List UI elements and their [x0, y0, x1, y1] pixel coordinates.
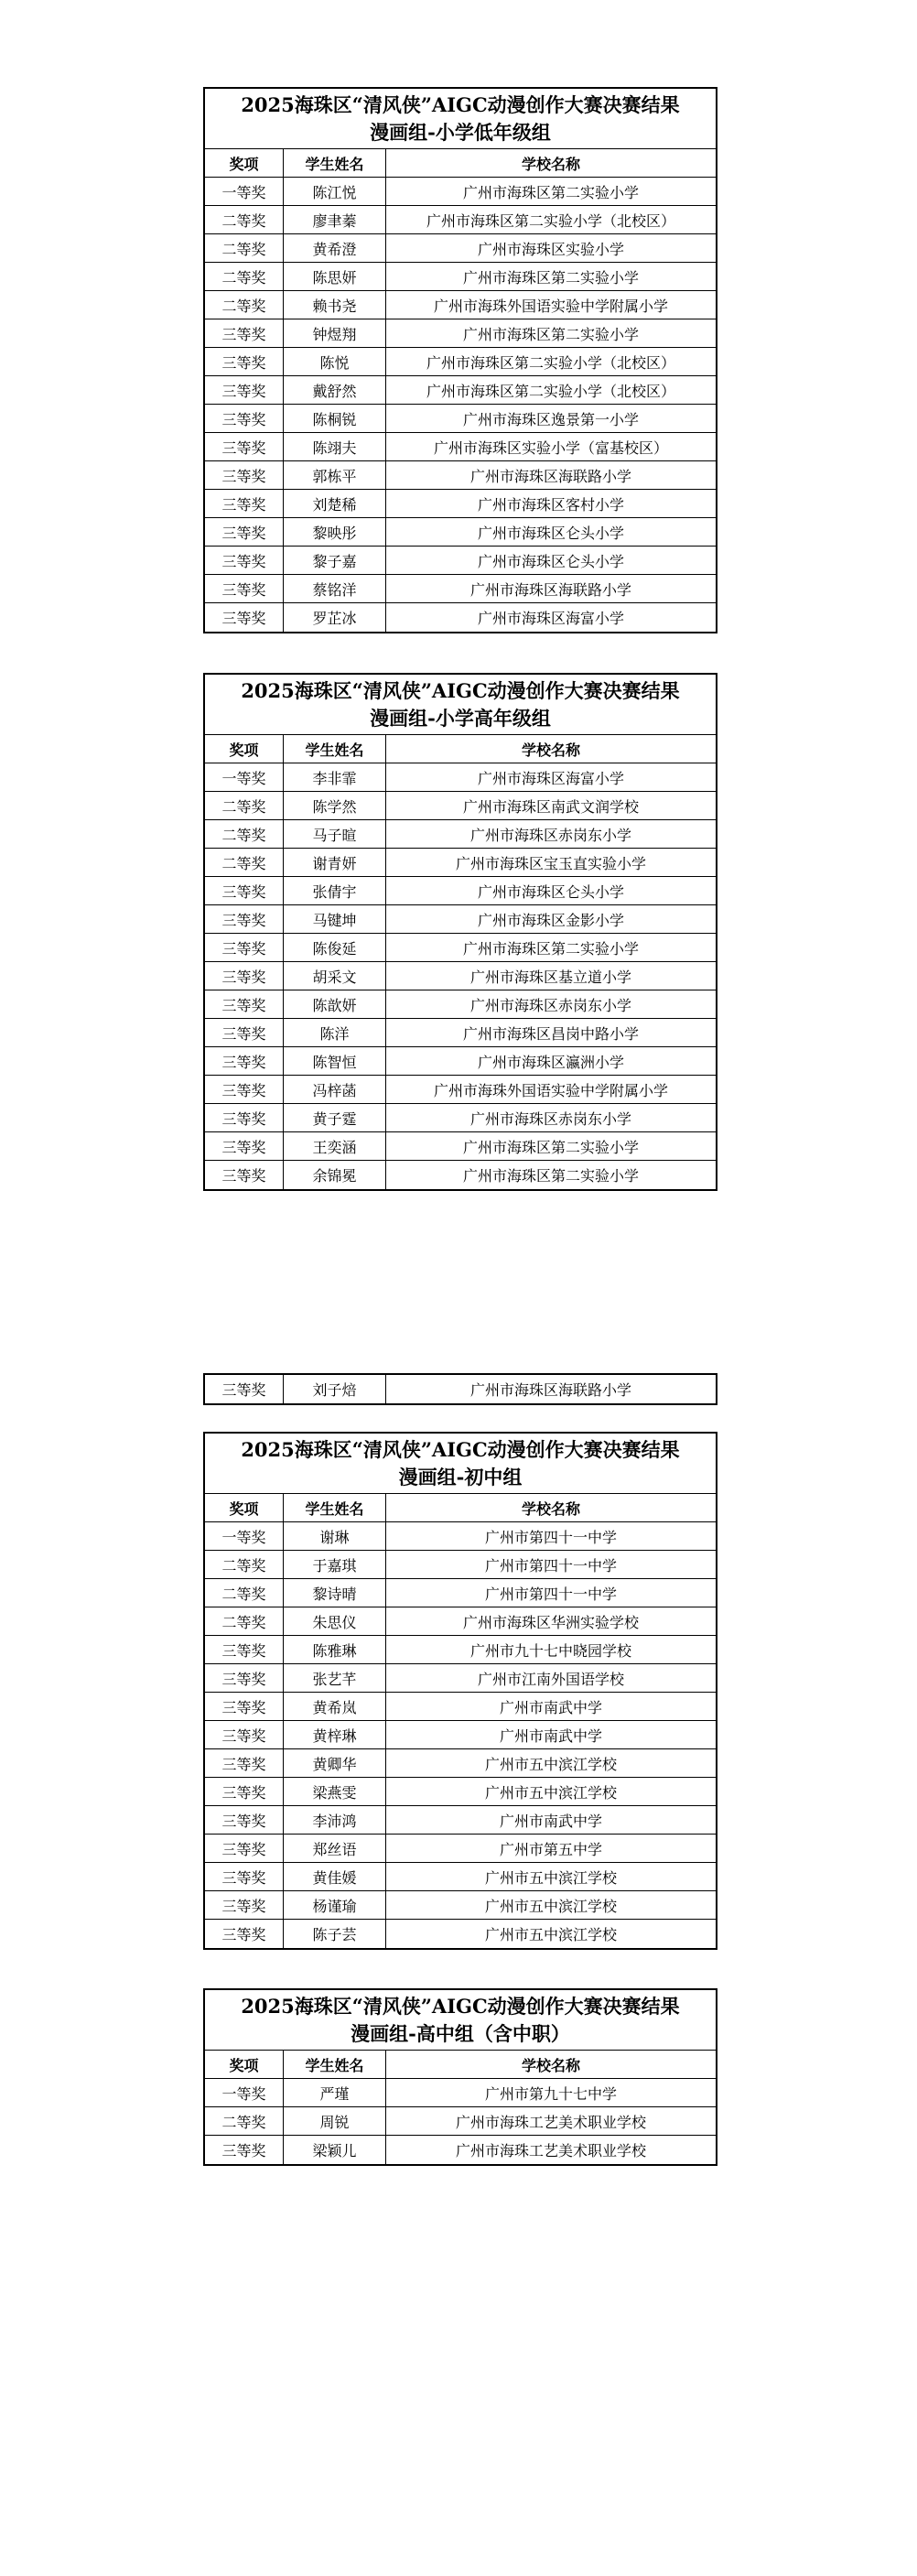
award-cell: 三等奖 [205, 405, 284, 432]
student-name-cell: 廖聿蓁 [284, 206, 386, 233]
award-cell: 三等奖 [205, 603, 284, 632]
student-name-cell: 黄子霆 [284, 1104, 386, 1131]
results-table-junior-high [203, 1432, 717, 1950]
school-name-cell: 广州市海珠区海富小学 [477, 769, 624, 787]
student-name-cell: 朱思仪 [284, 1607, 386, 1635]
results-table-primary-high-continued [203, 1373, 717, 1405]
table-row [205, 1920, 716, 1948]
school-name-cell: 广州市海珠区南武文润学校 [462, 797, 639, 816]
school-name-cell: 广州市海珠区实验小学（富基校区） [433, 438, 668, 457]
award-cell: 三等奖 [205, 1920, 284, 1948]
award-cell: 三等奖 [205, 905, 284, 933]
table-row [205, 1019, 716, 1047]
table-row [205, 575, 716, 603]
school-name-cell: 广州市第五中学 [499, 1840, 602, 1858]
award-cell: 一等奖 [205, 763, 284, 791]
school-name-cell: 广州市海珠区金影小学 [477, 911, 624, 929]
table-title-line-2: 漫画组-初中组 [398, 1466, 523, 1488]
award-cell: 三等奖 [205, 1664, 284, 1692]
table-row [205, 433, 716, 461]
school-name-cell: 广州市海珠区赤岗东小学 [469, 826, 631, 844]
school-name-cell: 广州市五中滨江学校 [484, 1783, 617, 1802]
table-title-line-1: 2025海珠区“清风侠”AIGC动漫创作大赛决赛结果 [241, 679, 680, 702]
award-cell: 三等奖 [205, 461, 284, 489]
table-row [205, 1132, 716, 1161]
table-title-line-2: 漫画组-高中组（含中职） [351, 2022, 570, 2045]
award-cell: 二等奖 [205, 1607, 284, 1635]
school-name-cell: 广州市五中滨江学校 [484, 1926, 617, 1943]
school-name-cell: 广州市海珠区第二实验小学 [462, 939, 639, 958]
award-cell: 三等奖 [205, 1721, 284, 1748]
table-row [205, 1835, 716, 1863]
award-cell: 三等奖 [205, 433, 284, 460]
award-cell: 三等奖 [205, 1636, 284, 1663]
student-name-cell: 黄希岚 [284, 1693, 386, 1720]
school-name-cell: 广州市南武中学 [499, 1812, 602, 1830]
student-name-cell: 马键坤 [284, 905, 386, 933]
results-table-senior-high [203, 1988, 717, 2166]
school-name-cell: 广州市九十七中晓园学校 [469, 1641, 631, 1660]
school-header: 学校名称 [521, 741, 580, 759]
student-name-cell: 陈江悦 [284, 178, 386, 205]
student-name-cell: 谢青妍 [284, 849, 386, 876]
student-name-cell: 张倩宇 [284, 877, 386, 904]
table-row [205, 1161, 716, 1189]
student-name-cell: 杨谨瑜 [284, 1891, 386, 1919]
table-row [205, 1664, 716, 1693]
name-header: 学生姓名 [284, 735, 386, 763]
school-name-cell: 广州市海珠工艺美术职业学校 [455, 2142, 646, 2159]
school-name-cell: 广州市海珠区仑头小学 [477, 524, 624, 542]
student-name-cell: 冯梓菡 [284, 1076, 386, 1103]
table-title-line-1: 2025海珠区“清风侠”AIGC动漫创作大赛决赛结果 [241, 1438, 680, 1461]
student-name-cell: 陈学然 [284, 792, 386, 819]
award-cell: 二等奖 [205, 206, 284, 233]
table-row [205, 1636, 716, 1664]
student-name-cell: 刘子焙 [284, 1375, 386, 1403]
table-row [205, 934, 716, 962]
school-name-cell: 广州市第四十一中学 [484, 1528, 617, 1546]
school-name-cell: 广州市海珠区第二实验小学 [462, 325, 639, 343]
table-row [205, 2079, 716, 2107]
results-table-primary-low [203, 87, 717, 633]
school-name-cell: 广州市海珠区海联路小学 [469, 1381, 631, 1399]
award-cell: 二等奖 [205, 792, 284, 819]
school-name-cell: 广州市海珠区实验小学 [477, 240, 624, 258]
student-name-cell: 谢琳 [284, 1522, 386, 1550]
table-row [205, 1047, 716, 1076]
table-row [205, 1721, 716, 1749]
award-cell: 三等奖 [205, 1019, 284, 1046]
award-cell: 三等奖 [205, 348, 284, 375]
student-name-cell: 黎映彤 [284, 518, 386, 546]
student-name-cell: 郭栋平 [284, 461, 386, 489]
table-row [205, 234, 716, 263]
award-cell: 三等奖 [205, 1863, 284, 1890]
table-header-row [205, 149, 716, 178]
student-name-cell: 钟煜翔 [284, 319, 386, 347]
student-name-cell: 陈翊夫 [284, 433, 386, 460]
student-name-cell: 刘楚稀 [284, 490, 386, 517]
table-row [205, 206, 716, 234]
student-name-cell: 胡采文 [284, 962, 386, 990]
table-row [205, 1693, 716, 1721]
table-row [205, 348, 716, 376]
table-row [205, 1375, 716, 1403]
table-row [205, 1891, 716, 1920]
school-name-cell: 广州市海珠区瀛洲小学 [477, 1053, 624, 1071]
student-name-cell: 黄卿华 [284, 1749, 386, 1777]
table-row [205, 376, 716, 405]
school-name-cell: 广州市海珠区海联路小学 [469, 467, 631, 485]
table-title-line-1: 2025海珠区“清风侠”AIGC动漫创作大赛决赛结果 [241, 93, 680, 116]
school-name-cell: 广州市海珠区第二实验小学（北校区） [426, 211, 675, 230]
school-name-cell: 广州市海珠区赤岗东小学 [469, 996, 631, 1014]
award-cell: 三等奖 [205, 1778, 284, 1805]
school-name-cell: 广州市五中滨江学校 [484, 1897, 617, 1915]
school-name-cell: 广州市第四十一中学 [484, 1585, 617, 1603]
school-name-cell: 广州市南武中学 [499, 1726, 602, 1745]
student-name-cell: 戴舒然 [284, 376, 386, 404]
student-name-cell: 郑丝语 [284, 1835, 386, 1862]
school-name-cell: 广州市海珠区第二实验小学（北校区） [426, 382, 675, 400]
table-title [205, 1434, 716, 1494]
school-header: 学校名称 [521, 2056, 580, 2074]
table-title-line-1: 2025海珠区“清风侠”AIGC动漫创作大赛决赛结果 [241, 1995, 680, 2018]
school-name-cell: 广州市第四十一中学 [484, 1556, 617, 1575]
table-row [205, 792, 716, 820]
table-row [205, 990, 716, 1019]
school-name-cell: 广州市第九十七中学 [484, 2084, 617, 2103]
award-cell: 三等奖 [205, 490, 284, 517]
school-name-cell: 广州市海珠区第二实验小学（北校区） [426, 353, 675, 372]
award-cell: 二等奖 [205, 2107, 284, 2135]
table-header-row [205, 2051, 716, 2079]
school-name-cell: 广州市海珠区海富小学 [477, 610, 624, 627]
table-row [205, 1863, 716, 1891]
table-row [205, 849, 716, 877]
student-name-cell: 黎子嘉 [284, 547, 386, 574]
table-row [205, 1806, 716, 1835]
table-title-line-2: 漫画组-小学低年级组 [370, 121, 551, 144]
award-cell: 二等奖 [205, 263, 284, 290]
table-row [205, 547, 716, 575]
student-name-cell: 王奕涵 [284, 1132, 386, 1160]
student-name-cell: 陈思妍 [284, 263, 386, 290]
school-name-cell: 广州市海珠区仑头小学 [477, 552, 624, 570]
student-name-cell: 陈俊延 [284, 934, 386, 961]
student-name-cell: 陈桐锐 [284, 405, 386, 432]
student-name-cell: 余锦冕 [284, 1161, 386, 1189]
award-cell: 三等奖 [205, 1891, 284, 1919]
award-header: 奖项 [205, 2051, 284, 2078]
student-name-cell: 陈子芸 [284, 1920, 386, 1948]
award-cell: 二等奖 [205, 291, 284, 319]
school-header: 学校名称 [521, 155, 580, 173]
student-name-cell: 张艺芊 [284, 1664, 386, 1692]
award-cell: 三等奖 [205, 877, 284, 904]
school-name-cell: 广州市海珠区宝玉直实验小学 [455, 854, 646, 872]
table-row [205, 1749, 716, 1778]
table-row [205, 2136, 716, 2164]
table-row [205, 905, 716, 934]
table-row [205, 763, 716, 792]
award-cell: 三等奖 [205, 934, 284, 961]
table-row [205, 1104, 716, 1132]
award-cell: 二等奖 [205, 849, 284, 876]
school-name-cell: 广州市海珠区仑头小学 [477, 882, 624, 901]
award-cell: 三等奖 [205, 962, 284, 990]
student-name-cell: 李非霏 [284, 763, 386, 791]
award-cell: 三等奖 [205, 1132, 284, 1160]
award-cell: 二等奖 [205, 820, 284, 848]
table-row [205, 1522, 716, 1551]
table-row [205, 2107, 716, 2136]
student-name-cell: 黄梓琳 [284, 1721, 386, 1748]
table-title [205, 675, 716, 735]
school-name-cell: 广州市海珠区赤岗东小学 [469, 1109, 631, 1128]
table-title-line-2: 漫画组-小学高年级组 [370, 707, 551, 730]
award-cell: 三等奖 [205, 1375, 284, 1403]
award-cell: 三等奖 [205, 2136, 284, 2164]
school-name-cell: 广州市海珠外国语实验中学附属小学 [433, 1081, 668, 1099]
student-name-cell: 严瑾 [284, 2079, 386, 2106]
award-header: 奖项 [205, 149, 284, 177]
student-name-cell: 陈洋 [284, 1019, 386, 1046]
school-name-cell: 广州市海珠区逸景第一小学 [462, 410, 639, 428]
student-name-cell: 陈悦 [284, 348, 386, 375]
award-header: 奖项 [205, 1494, 284, 1521]
school-name-cell: 广州市五中滨江学校 [484, 1755, 617, 1773]
student-name-cell: 陈歆妍 [284, 990, 386, 1018]
table-title [205, 89, 716, 149]
award-cell: 三等奖 [205, 1693, 284, 1720]
student-name-cell: 梁燕雯 [284, 1778, 386, 1805]
award-cell: 三等奖 [205, 319, 284, 347]
school-name-cell: 广州市海珠外国语实验中学附属小学 [433, 297, 668, 315]
table-title [205, 1990, 716, 2051]
school-name-cell: 广州市五中滨江学校 [484, 1868, 617, 1887]
table-row [205, 490, 716, 518]
student-name-cell: 陈雅琳 [284, 1636, 386, 1663]
table-row [205, 518, 716, 547]
student-name-cell: 黎诗晴 [284, 1579, 386, 1607]
table-row [205, 1579, 716, 1607]
award-cell: 二等奖 [205, 1579, 284, 1607]
student-name-cell: 马子暄 [284, 820, 386, 848]
award-cell: 三等奖 [205, 1076, 284, 1103]
award-cell: 一等奖 [205, 1522, 284, 1550]
school-name-cell: 广州市南武中学 [499, 1698, 602, 1716]
table-row [205, 1778, 716, 1806]
name-header: 学生姓名 [284, 1494, 386, 1521]
school-name-cell: 广州市海珠区第二实验小学 [462, 183, 639, 201]
school-name-cell: 广州市海珠区昌岗中路小学 [462, 1024, 639, 1043]
table-row [205, 461, 716, 490]
table-row [205, 962, 716, 990]
student-name-cell: 黄希澄 [284, 234, 386, 262]
school-name-cell: 广州市海珠区基立道小学 [469, 968, 631, 986]
table-header-row [205, 1494, 716, 1522]
table-row [205, 178, 716, 206]
table-row [205, 1076, 716, 1104]
student-name-cell: 黄佳媛 [284, 1863, 386, 1890]
award-header: 奖项 [205, 735, 284, 763]
table-row [205, 877, 716, 905]
results-table-primary-high [203, 673, 717, 1191]
award-cell: 三等奖 [205, 990, 284, 1018]
table-row [205, 1607, 716, 1636]
award-cell: 三等奖 [205, 575, 284, 602]
award-cell: 三等奖 [205, 1047, 284, 1075]
award-cell: 三等奖 [205, 1104, 284, 1131]
school-name-cell: 广州市海珠区海联路小学 [469, 580, 631, 599]
school-name-cell: 广州市海珠工艺美术职业学校 [455, 2113, 646, 2131]
school-name-cell: 广州市海珠区第二实验小学 [462, 268, 639, 287]
award-cell: 三等奖 [205, 1835, 284, 1862]
award-cell: 三等奖 [205, 547, 284, 574]
student-name-cell: 蔡铭洋 [284, 575, 386, 602]
award-cell: 一等奖 [205, 178, 284, 205]
name-header: 学生姓名 [284, 2051, 386, 2078]
table-row [205, 820, 716, 849]
award-cell: 一等奖 [205, 2079, 284, 2106]
table-row [205, 603, 716, 632]
school-name-cell: 广州市海珠区华洲实验学校 [462, 1613, 639, 1631]
school-name-cell: 广州市江南外国语学校 [477, 1670, 624, 1688]
student-name-cell: 罗芷冰 [284, 603, 386, 632]
award-cell: 三等奖 [205, 376, 284, 404]
table-row [205, 291, 716, 319]
student-name-cell: 于嘉琪 [284, 1551, 386, 1578]
student-name-cell: 周锐 [284, 2107, 386, 2135]
student-name-cell: 陈智恒 [284, 1047, 386, 1075]
award-cell: 三等奖 [205, 1161, 284, 1189]
award-cell: 三等奖 [205, 518, 284, 546]
student-name-cell: 梁颖儿 [284, 2136, 386, 2164]
award-cell: 三等奖 [205, 1806, 284, 1834]
table-row [205, 405, 716, 433]
table-row [205, 1551, 716, 1579]
award-cell: 二等奖 [205, 1551, 284, 1578]
student-name-cell: 李沛鸿 [284, 1806, 386, 1834]
school-name-cell: 广州市海珠区第二实验小学 [462, 1167, 639, 1185]
table-row [205, 263, 716, 291]
school-header: 学校名称 [521, 1499, 580, 1518]
table-header-row [205, 735, 716, 763]
school-name-cell: 广州市海珠区客村小学 [477, 495, 624, 514]
table-row [205, 319, 716, 348]
award-cell: 三等奖 [205, 1749, 284, 1777]
student-name-cell: 赖书尧 [284, 291, 386, 319]
name-header: 学生姓名 [284, 149, 386, 177]
award-cell: 二等奖 [205, 234, 284, 262]
school-name-cell: 广州市海珠区第二实验小学 [462, 1138, 639, 1156]
